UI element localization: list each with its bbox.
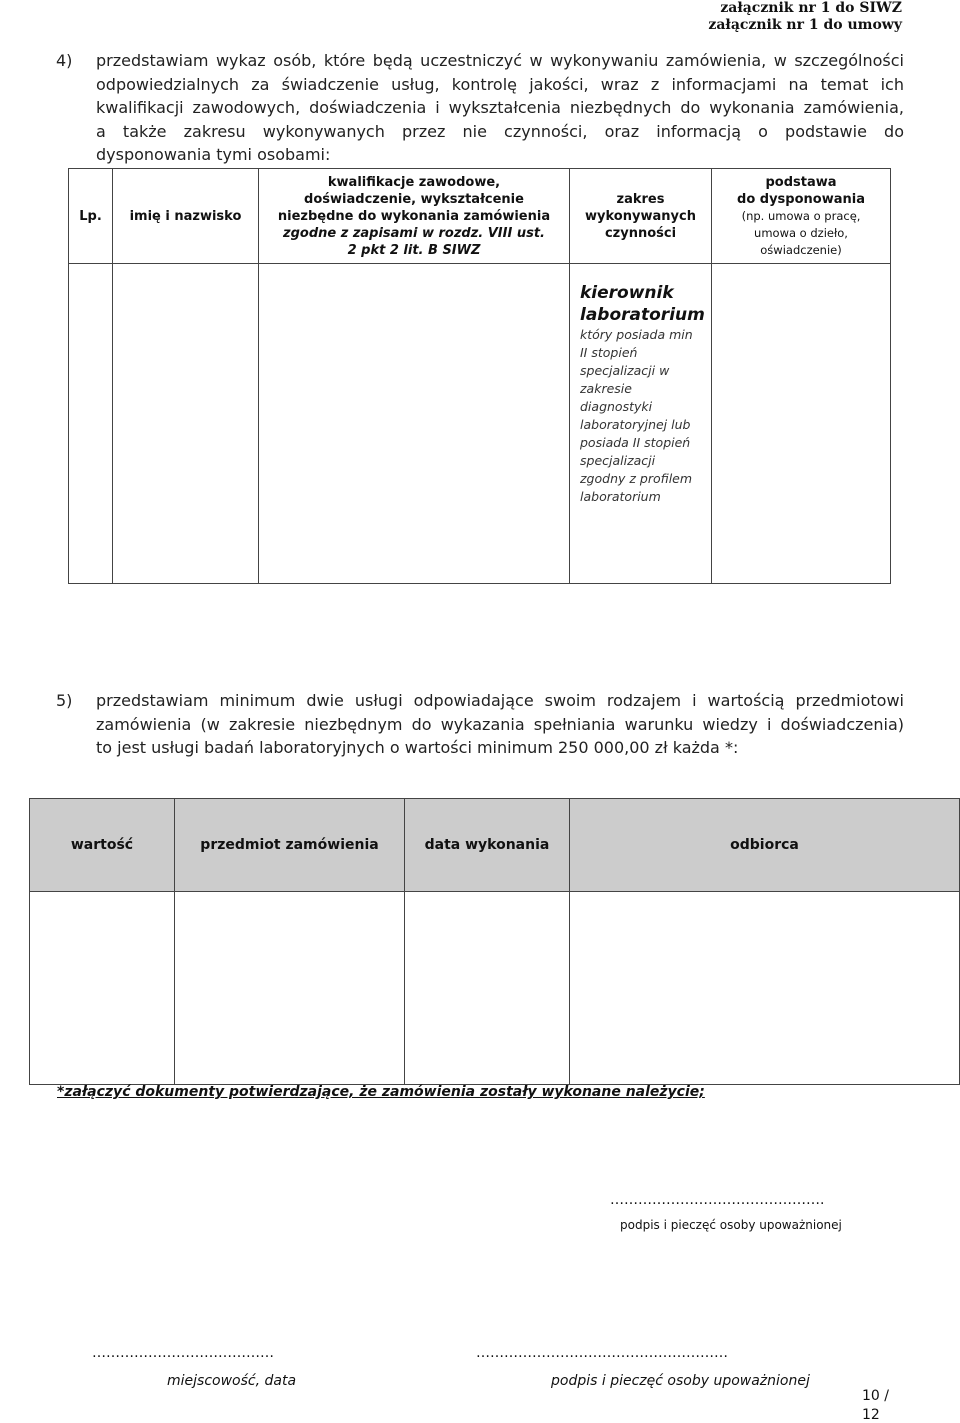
section-4-line: a także zakresu wykonywanych przez nie czynności, oraz informacją o podstawie do (96, 121, 904, 141)
services-table (29, 798, 960, 1085)
header-name: imię i nazwisko (113, 169, 259, 264)
header-date: data wykonania (405, 799, 570, 892)
services-table-row (30, 892, 960, 1085)
header-qual-line: doświadczenie, wykształcenie (304, 191, 524, 207)
signature-top-caption: podpis i pieczęć osoby upoważnionej (620, 1218, 842, 1232)
section-4-line: przedstawiam wykaz osób, które będą uczestniczyć w wykonywaniu zamówienia, w szczególności (96, 51, 904, 70)
header-basis (712, 169, 891, 264)
services-table-header (30, 799, 960, 892)
section-5-text (96, 689, 904, 760)
page-total: 12 (862, 1407, 880, 1423)
scope-description: który posiada min II stopień specjalizacji w zakresie diagnostyki laboratoryjnej lub posiada II stopień specjalizacji zgodny z profilem laboratorium (580, 327, 693, 504)
section-5-line: przedstawiam minimum dwie usługi odpowiadające swoim rodzajem i wartością przedmiotowi (96, 691, 904, 710)
header-recipient: odbiorca (570, 799, 960, 892)
section-4-line: dysponowania tymi osobami: (96, 145, 331, 164)
section-4-text (96, 49, 904, 167)
signature-top-dots: ………………………………………. (610, 1192, 825, 1208)
persons-table (68, 168, 891, 584)
header-lp: Lp. (69, 169, 113, 264)
scope-title: kierownik laboratorium (580, 283, 705, 325)
header-basis-line: (np. umowa o pracę, (741, 208, 861, 223)
cell-qualifications[interactable] (259, 264, 570, 584)
persons-table-header (69, 169, 891, 264)
cell-lp[interactable] (69, 264, 113, 584)
cell-scope (570, 264, 712, 584)
place-date-dots: ………………………………… (92, 1345, 274, 1361)
header-basis-line: umowa o dzieło, (754, 225, 848, 240)
header-basis-line: oświadczenie) (760, 242, 842, 257)
persons-table-row (69, 264, 891, 584)
cell-value[interactable] (30, 892, 175, 1085)
cell-name[interactable] (113, 264, 259, 584)
header-qual-line: kwalifikacje zawodowe, (327, 174, 501, 190)
section-5-line: zamówienia (w zakresie niezbędnym do wykazania spełniania warunku wiedzy i doświadczenia) (96, 714, 904, 734)
signature-bottom-caption: podpis i pieczęć osoby upoważnionej (551, 1373, 810, 1389)
signature-bottom-dots: ……………………………………………… (476, 1345, 728, 1361)
header-value: wartość (30, 799, 175, 892)
place-date-caption: miejscowość, data (167, 1373, 297, 1389)
cell-basis[interactable] (712, 264, 891, 584)
header-subject: przedmiot zamówienia (175, 799, 405, 892)
cell-date[interactable] (405, 892, 570, 1085)
header-qual-line: niezbędne do wykonania zamówienia (277, 208, 551, 224)
section-4-number: 4) (56, 51, 73, 70)
page-number: 10 / (862, 1388, 889, 1404)
section-4-line: kwalifikacji zawodowych, doświadczenia i wykształcenia niezbędnych do wykonania zamówienia, (96, 98, 904, 117)
header-basis-line: podstawa (765, 174, 837, 190)
header-scope (570, 169, 712, 264)
header-scope-line: wykonywanych (585, 208, 696, 224)
section-5-line: to jest usługi badań laboratoryjnych o wartości minimum 250 000,00 zł każda *: (96, 738, 739, 757)
header-qual-line: zgodne z zapisami w rozdz. VIII ust. 2 pkt 2 lit. B SIWZ (283, 225, 545, 258)
cell-recipient[interactable] (570, 892, 960, 1085)
header-qualifications (259, 169, 570, 264)
section-5-number: 5) (56, 691, 73, 710)
footnote: *załączyć dokumenty potwierdzające, że zamówienia zostały wykonane należycie; (57, 1084, 705, 1100)
header-scope-line: czynności (604, 225, 677, 241)
header-line-2: załącznik nr 1 do umowy (708, 17, 902, 33)
header-basis-line: do dysponowania (737, 191, 865, 207)
cell-subject[interactable] (175, 892, 405, 1085)
header-line-1: załącznik nr 1 do SIWZ (720, 0, 902, 16)
header-scope-line: zakres (616, 191, 665, 207)
section-4-line: odpowiedzialnych za świadczenie usług, kontrolę jakości, wraz z informacjami na temat ich (96, 74, 904, 94)
